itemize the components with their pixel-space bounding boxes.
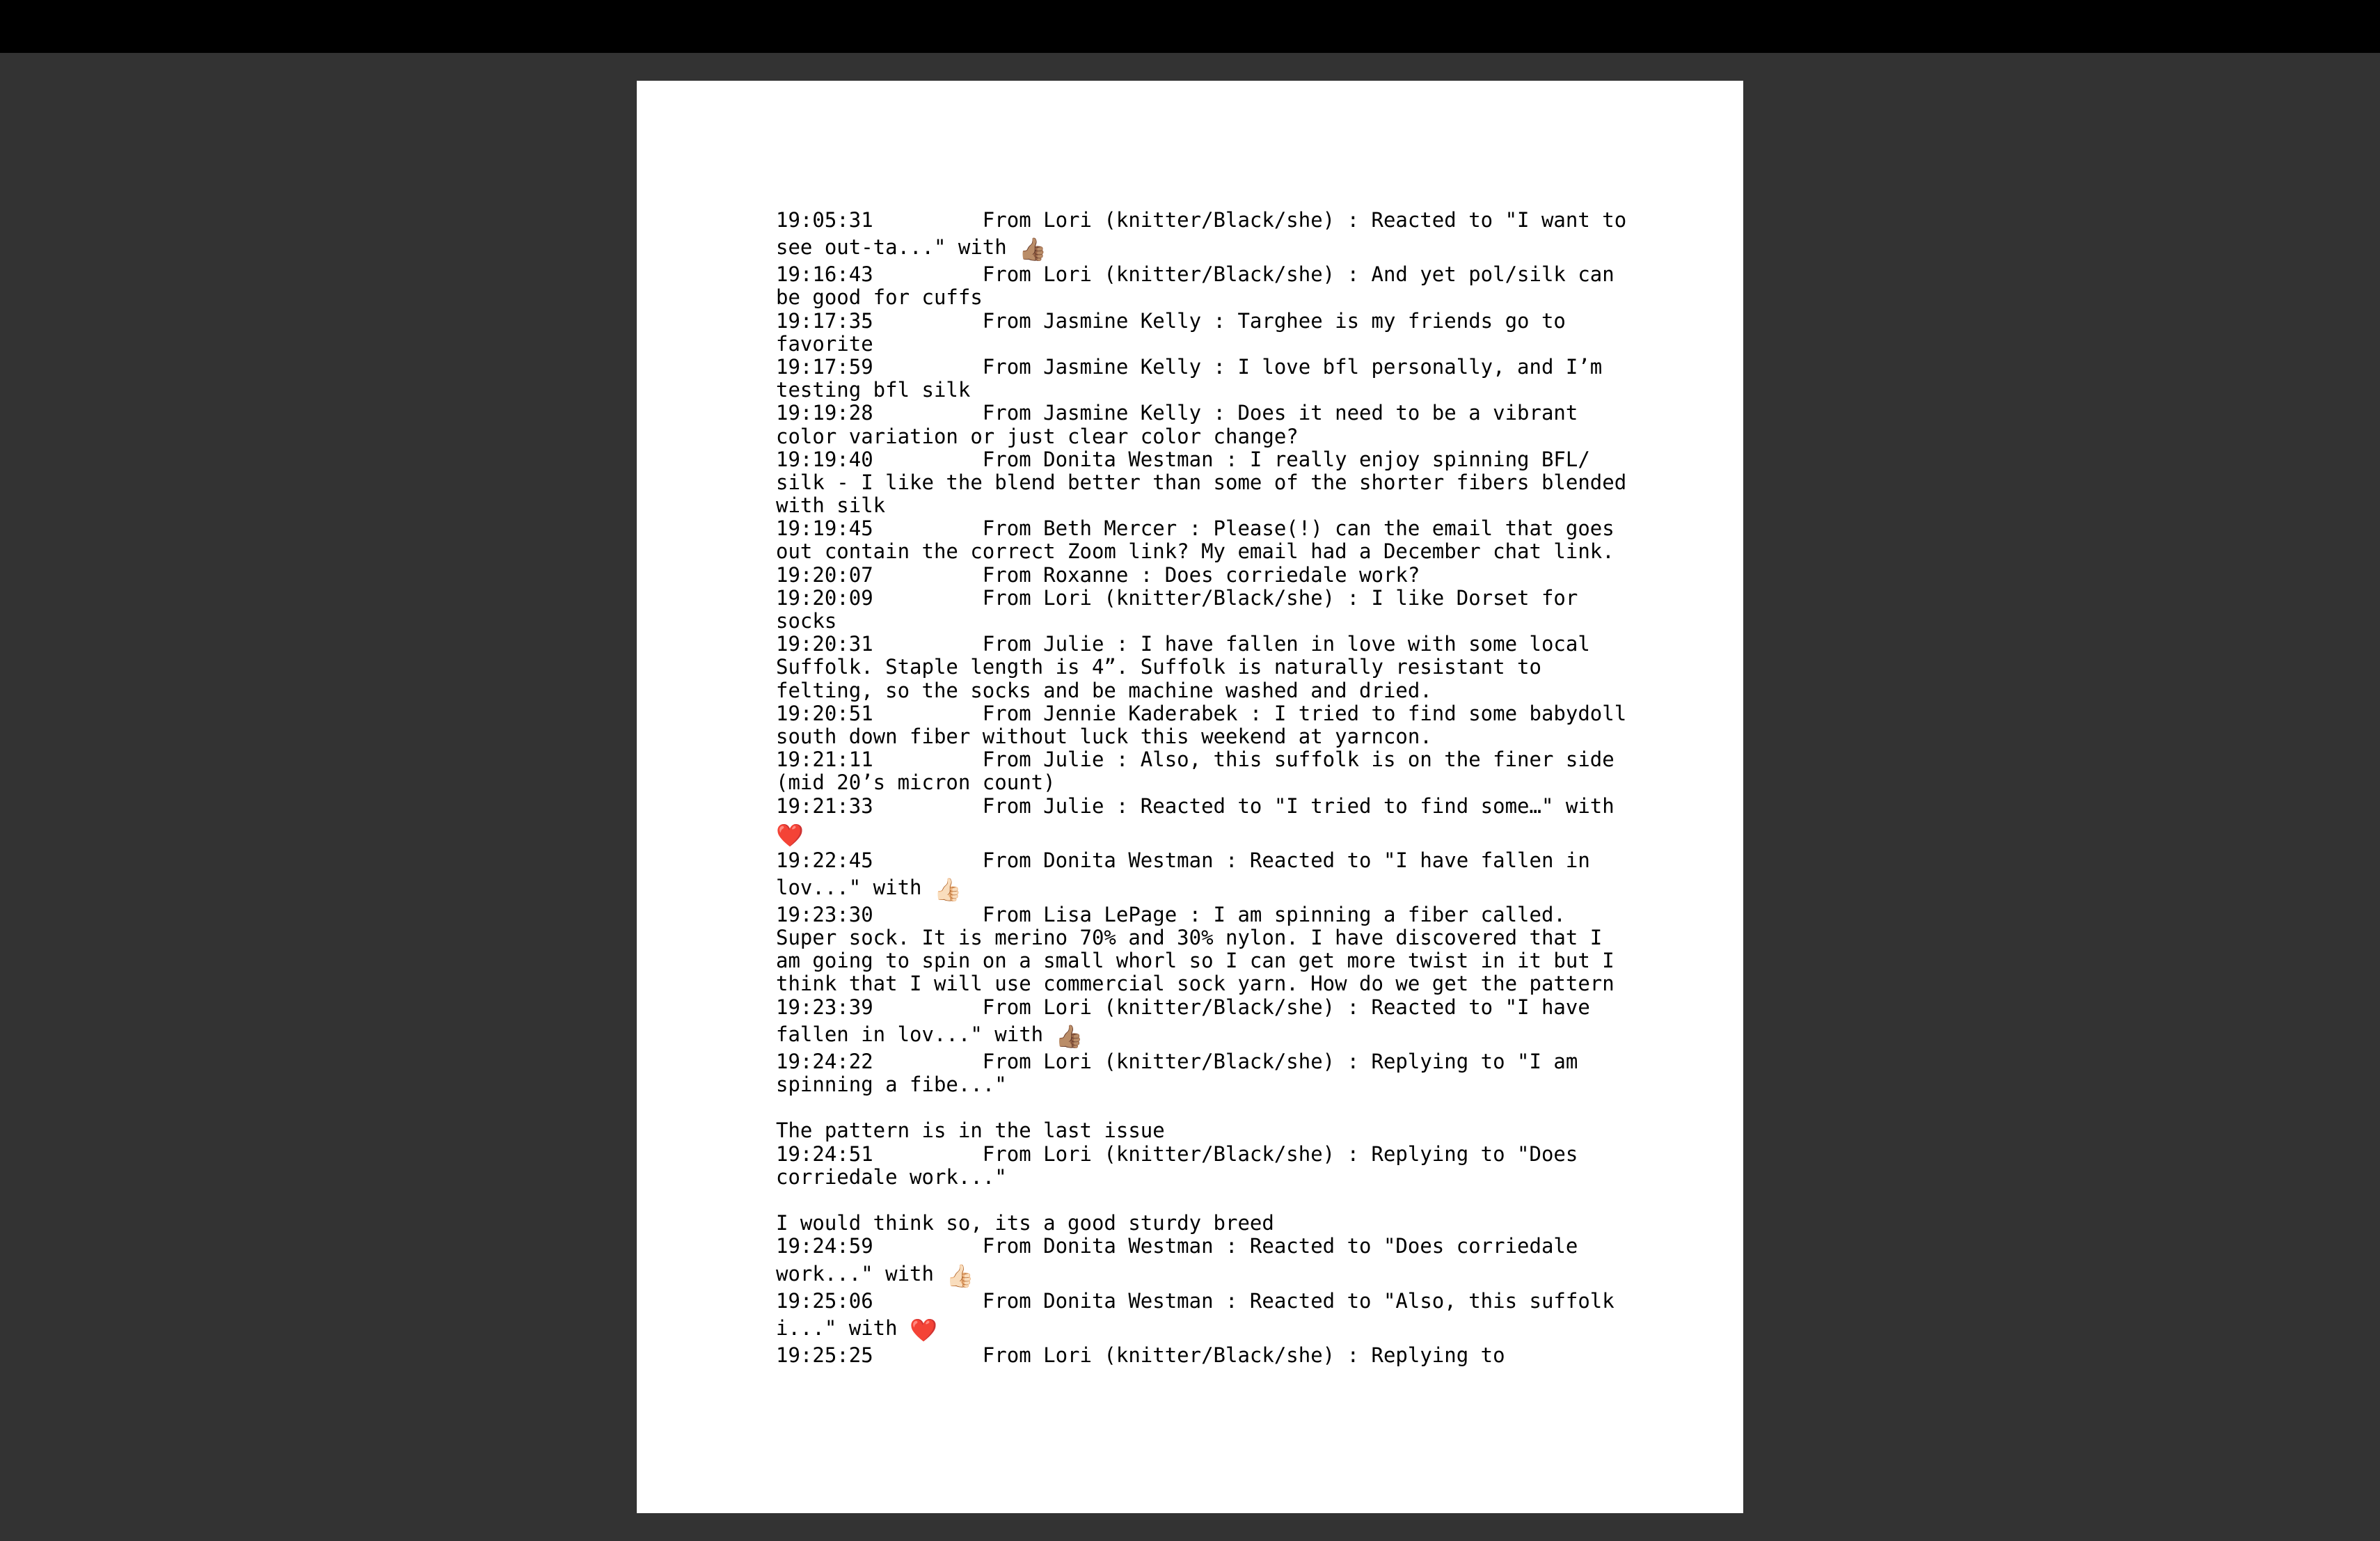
transcript-line-text: 19:21:33 From Julie : Reacted to "I tried to find some…" with <box>776 793 1615 818</box>
transcript-line <box>776 725 1625 748</box>
transcript-line-text: (mid 20’s micron count) <box>776 770 1056 795</box>
red-heart-icon: ❤️ <box>910 1316 937 1343</box>
transcript-line-text: 19:20:31 From Julie : I have fallen in love with some local <box>776 632 1590 656</box>
transcript-line-text: 19:20:09 From Lori (knitter/Black/she) : I like Dorset for <box>776 585 1578 610</box>
transcript-line <box>776 232 1625 263</box>
transcript-line <box>776 679 1625 702</box>
transcript-line <box>776 1189 1625 1212</box>
transcript-line-text: Suffolk. Staple length is 4”. Suffolk is naturally resistant to <box>776 655 1541 679</box>
transcript-line <box>776 1258 1625 1290</box>
transcript-line <box>776 903 1625 926</box>
transcript-line <box>776 949 1625 972</box>
transcript-line-text: corriedale work..." <box>776 1164 1007 1189</box>
document-page <box>637 81 1743 1513</box>
transcript-line <box>776 849 1625 872</box>
transcript-line-text: color variation or just clear color change? <box>776 424 1299 448</box>
transcript-line <box>776 926 1625 949</box>
transcript-line <box>776 494 1625 517</box>
transcript-line <box>776 402 1625 425</box>
transcript-line <box>776 471 1625 494</box>
transcript-line-text: work..." with <box>776 1261 946 1286</box>
transcript-line <box>776 448 1625 471</box>
thumbs-up-light-icon: 👍🏻 <box>946 1262 974 1289</box>
window-top-bar <box>0 0 2380 53</box>
transcript-line <box>776 564 1625 587</box>
transcript-line <box>776 702 1625 725</box>
transcript-line-text: I would think so, its a good sturdy breed <box>776 1211 1274 1235</box>
transcript-line-text: silk - I like the blend better than some of the shorter fibers blended <box>776 470 1627 494</box>
transcript-line-text: with silk <box>776 493 886 518</box>
thumbs-up-light-icon: 👍🏻 <box>933 876 962 903</box>
transcript-line-text: 19:23:39 From Lori (knitter/Black/she) : Reacted to "I have <box>776 995 1590 1019</box>
transcript-line <box>776 748 1625 771</box>
transcript-line-text: be good for cuffs <box>776 285 983 310</box>
transcript-line <box>776 263 1625 286</box>
transcript-line <box>776 517 1625 540</box>
transcript-line-text: The pattern is in the last issue <box>776 1119 1165 1143</box>
transcript-line-text: fallen in lov..." with <box>776 1022 1056 1046</box>
transcript-line <box>776 1212 1625 1235</box>
transcript-line <box>776 633 1625 656</box>
transcript-line-text: 19:20:51 From Jennie Kaderabek : I tried to find some babydoll <box>776 701 1627 725</box>
transcript-line-text: favorite <box>776 331 873 356</box>
transcript-line-text: 19:20:07 From Roxanne : Does corriedale work? <box>776 562 1420 587</box>
transcript-line <box>776 1166 1625 1189</box>
transcript-line <box>776 1235 1625 1258</box>
transcript-line-text: 19:16:43 From Lori (knitter/Black/she) : And yet pol/silk can <box>776 262 1615 287</box>
chat-transcript <box>776 209 1625 1367</box>
transcript-line <box>776 425 1625 448</box>
transcript-line-text: out contain the correct Zoom link? My email had a December chat link. <box>776 539 1615 564</box>
transcript-line <box>776 656 1625 679</box>
transcript-line <box>776 1313 1625 1344</box>
transcript-line <box>776 1119 1625 1142</box>
transcript-line-text: am going to spin on a small whorl so I can get more twist in it but I <box>776 949 1615 973</box>
transcript-line-text: 19:19:28 From Jasmine Kelly : Does it need to be a vibrant <box>776 401 1578 425</box>
transcript-line-text: 19:25:25 From Lori (knitter/Black/she) : Replying to <box>776 1343 1505 1367</box>
transcript-line <box>776 286 1625 309</box>
transcript-line <box>776 972 1625 995</box>
red-heart-icon: ❤️ <box>776 821 804 848</box>
transcript-line-text: 19:19:40 From Donita Westman : I really enjoy spinning BFL/ <box>776 447 1590 471</box>
transcript-line-text: socks <box>776 609 837 633</box>
transcript-line-text: 19:24:59 From Donita Westman : Reacted to "Does corriedale <box>776 1234 1578 1258</box>
transcript-line-text: 19:19:45 From Beth Mercer : Please(!) can the email that goes <box>776 516 1615 541</box>
transcript-line-text: felting, so the socks and be machine washed and dried. <box>776 678 1432 702</box>
transcript-line <box>776 872 1625 903</box>
transcript-line-text: south down fiber without luck this weekend at yarncon. <box>776 724 1432 748</box>
transcript-line <box>776 1344 1625 1367</box>
transcript-line-text: 19:05:31 From Lori (knitter/Black/she) : Reacted to "I want to <box>776 208 1627 232</box>
transcript-line <box>776 310 1625 333</box>
transcript-line <box>776 356 1625 379</box>
transcript-line-text: 19:21:11 From Julie : Also, this suffolk is on the finer side <box>776 748 1615 772</box>
transcript-line <box>776 333 1625 356</box>
transcript-line <box>776 795 1625 818</box>
transcript-line <box>776 771 1625 794</box>
transcript-line <box>776 379 1625 402</box>
transcript-line-text: lov..." with <box>776 875 934 899</box>
transcript-line <box>776 540 1625 563</box>
transcript-line-text: 19:24:51 From Lori (knitter/Black/she) : Replying to "Does <box>776 1141 1578 1166</box>
transcript-line <box>776 610 1625 633</box>
transcript-line <box>776 1143 1625 1166</box>
transcript-line <box>776 818 1625 849</box>
transcript-line-text: think that I will use commercial sock yarn. How do we get the pattern <box>776 972 1615 996</box>
transcript-line <box>776 1019 1625 1050</box>
transcript-line <box>776 1050 1625 1073</box>
transcript-line <box>776 209 1625 232</box>
transcript-line <box>776 1096 1625 1119</box>
transcript-line-text: 19:22:45 From Donita Westman : Reacted to "I have fallen in <box>776 848 1590 872</box>
transcript-line-text: Super sock. It is merino 70% and 30% nylon. I have discovered that I <box>776 926 1603 950</box>
transcript-line-text: 19:23:30 From Lisa LePage : I am spinning a fiber called. <box>776 902 1566 926</box>
transcript-line-text: 19:24:22 From Lori (knitter/Black/she) : Replying to "I am <box>776 1049 1578 1073</box>
transcript-line-text: 19:17:59 From Jasmine Kelly : I love bfl personally, and I’m <box>776 354 1603 379</box>
thumbs-up-medium-dark-icon: 👍🏽 <box>1055 1022 1084 1050</box>
transcript-line <box>776 1290 1625 1313</box>
transcript-line <box>776 1073 1625 1096</box>
transcript-line-text: i..." with <box>776 1315 910 1340</box>
transcript-line-text: 19:25:06 From Donita Westman : Reacted to "Also, this suffolk <box>776 1288 1615 1313</box>
transcript-line-text: spinning a fibe..." <box>776 1073 1007 1096</box>
transcript-line <box>776 996 1625 1019</box>
transcript-line-text: testing bfl silk <box>776 378 971 402</box>
thumbs-up-medium-dark-icon: 👍🏽 <box>1019 236 1047 263</box>
transcript-line <box>776 587 1625 610</box>
transcript-line-text: see out-ta..." with <box>776 235 1020 260</box>
transcript-line-text: 19:17:35 From Jasmine Kelly : Targhee is my friends go to <box>776 308 1566 333</box>
